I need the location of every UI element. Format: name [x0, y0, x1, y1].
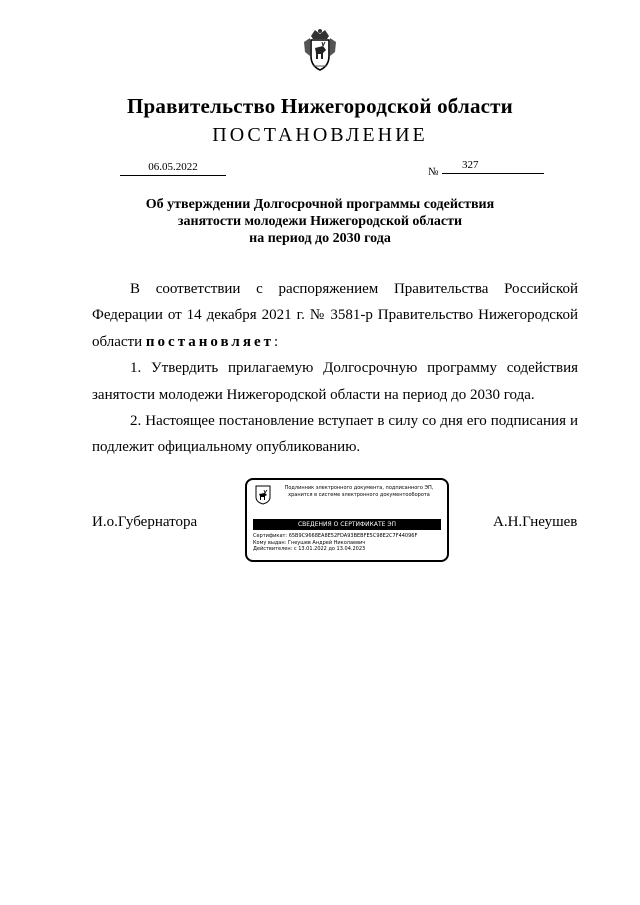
paragraph-text: В соответствии с распоряжением Правительства Российской Федерации от 14 декабря 2021 г. № 3581-р Правительство Нижегородской области	[92, 281, 578, 350]
subject-line: Об утверждении Долгосрочной программы содействия	[145, 197, 495, 212]
deer-emblem-icon	[255, 485, 271, 505]
document-body	[92, 276, 578, 461]
number-sign: №	[428, 166, 439, 178]
document-type: ПОСТАНОВЛЕНИЕ	[212, 124, 428, 146]
subject-line: на период до 2030 года	[249, 231, 391, 246]
electronic-signature-stamp	[245, 478, 449, 562]
body-paragraph	[92, 276, 578, 355]
document-number: 327	[442, 159, 544, 174]
signer-name: А.Н.Гнеушев	[493, 514, 578, 530]
body-paragraph: 2. Настоящее постановление вступает в силу со дня его подписания и подлежит официальному опубликованию.	[92, 413, 578, 456]
stamp-header-line: Подлинник электронного документа, подписанного ЭП,	[284, 485, 434, 491]
government-title: Правительство Нижегородской области	[127, 94, 513, 118]
subject-line: занятости молодежи Нижегородской области	[177, 214, 463, 229]
certificate-serial: Сертификат: 65B9C9668EA8E52FDA93BEBFE5C98E2C7F44096F	[253, 533, 418, 539]
document-date: 06.05.2022	[120, 161, 226, 176]
decree-keyword: постановляет	[145, 333, 274, 350]
certificate-info-bar: СВЕДЕНИЯ О СЕРТИФИКАТЕ ЭП	[253, 519, 441, 530]
signer-position: И.о.Губернатора	[92, 514, 198, 530]
stamp-header	[275, 485, 443, 498]
document-subject	[0, 196, 640, 247]
coat-of-arms-icon	[301, 26, 339, 72]
certificate-owner: Кому выдан: Гнеушев Андрей Николаевич	[253, 539, 366, 546]
certificate-details	[253, 533, 443, 553]
paragraph-end: :	[274, 333, 279, 350]
stamp-header-line: хранится в системе электронного документооборота	[288, 491, 430, 498]
certificate-validity: Действителен: с 13.01.2022 до 13.04.2023	[253, 546, 366, 552]
body-paragraph: 1. Утвердить прилагаемую Долгосрочную программу содействия занятости молодежи Нижегородской области на период до 2030 года.	[92, 360, 578, 403]
